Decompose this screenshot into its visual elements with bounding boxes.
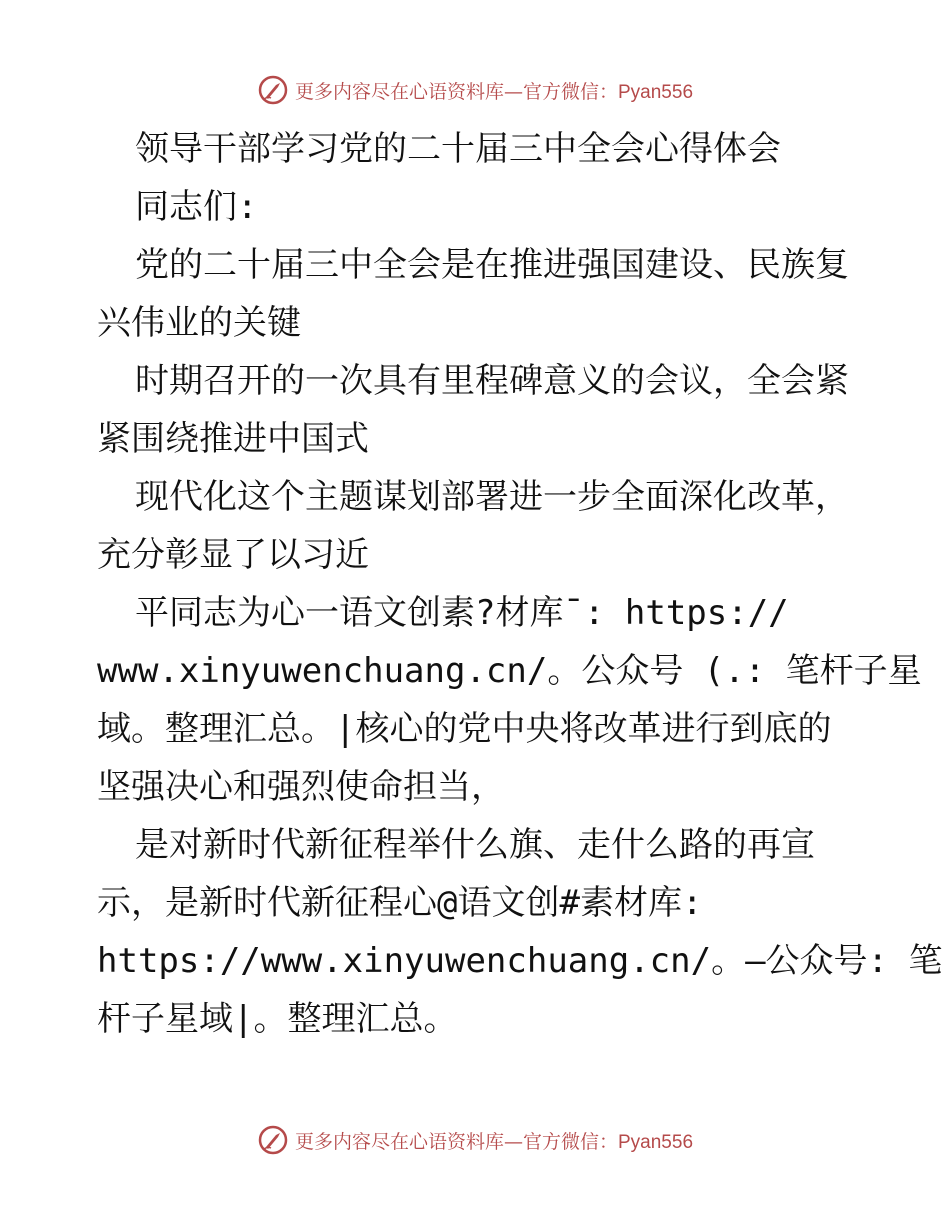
paragraph-line: 杆子星域|。整理汇总。 [97,999,458,1039]
document-title: 领导干部学习党的二十届三中全会心得体会 [135,129,781,169]
banner-slogan: 更多内容尽在心语资料库—官方微信： [294,80,618,103]
paragraph-line: 平同志为心一语文创素?材库¯: https:// [135,593,789,633]
banner-text [295,77,693,104]
paragraph-line: https://www.xinyuwenchuang.cn/。—公众号: 笔 [97,941,943,981]
paragraph-line: 紧围绕推进中国式 [97,419,369,459]
salutation: 同志们: [135,187,258,227]
pen-nib-circle-icon [257,74,289,106]
paragraph-line: 充分彰显了以习近 [97,535,369,575]
footer-watermark-banner [0,1120,950,1160]
paragraph-line: 时期召开的一次具有里程碑意义的会议，全会紧 [135,361,849,401]
pen-nib-circle-icon [257,1124,289,1156]
document-body [97,120,943,1048]
banner-text [295,1127,693,1154]
paragraph-line: 示，是新时代新征程心@语文创#素材库: [97,883,703,923]
paragraph-line: 坚强决心和强烈使命担当， [97,767,505,807]
paragraph-line: 兴伟业的关键 [97,303,301,343]
paragraph-line: 党的二十届三中全会是在推进强国建设、民族复 [135,245,849,285]
paragraph-line: www.xinyuwenchuang.cn/。公众号 (.: 笔杆子星 [97,651,922,691]
paragraph-line: 是对新时代新征程举什么旗、走什么路的再宣 [135,825,815,865]
banner-slogan: 更多内容尽在心语资料库—官方微信： [294,1130,618,1153]
paragraph-line: 现代化这个主题谋划部署进一步全面深化改革， [135,477,849,517]
paragraph-line: 域。整理汇总。|核心的党中央将改革进行到底的 [97,709,832,749]
banner-wechat-id: Pyan556 [618,81,694,103]
header-watermark-banner [0,70,950,110]
banner-wechat-id: Pyan556 [618,1131,694,1153]
